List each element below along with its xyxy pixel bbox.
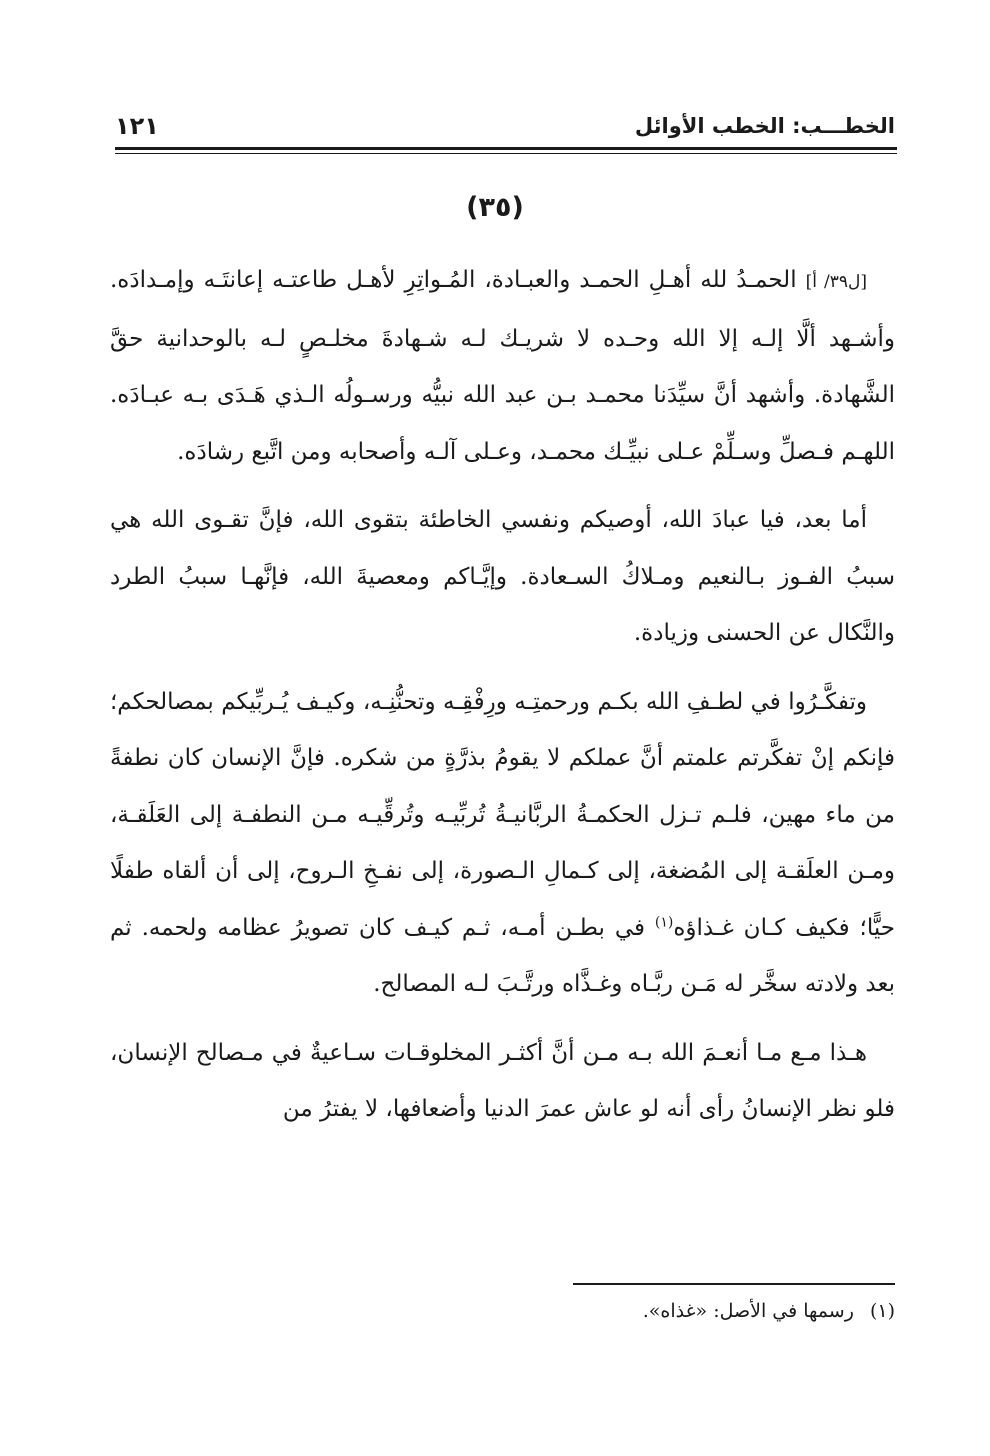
paragraph-3 (110, 674, 895, 1013)
footnote-rule (573, 1283, 895, 1285)
body-text (110, 252, 895, 1138)
footnote-number: (١) (869, 1300, 895, 1322)
footnote-text: رسمها في الأصل: «غذاه». (642, 1300, 854, 1322)
running-header (115, 112, 895, 152)
section-number: (٣٥) (466, 192, 524, 223)
paragraph-3-text-a: وتفكَّـرُوا في لطـفِ الله بكـم ورحمتِـه ورِفْقِـه وتحنُّنِـه، وكيـف يُـربِّيكم بمصالحكم؛ فإنكم إنْ تفكَّرتم علمتم أنَّ عملكم لا يقومُ بذرَّةٍ من شكره. فإنَّ الإنسان كان نطفةً من ماء مهين، فلـم تـزل الحكمـةُ الربَّانيـةُ تُربِّيـه وتُرقِّيـه مـن النطفـة إلى العَلَقـة، ومـن العلَقـة إلى المُضغة، إلى كـمالِ الـصورة، إلى نفـخِ الـروح، إلى أن ألقاه طفلًا حيًّا؛ فكيف كـان غـذاؤه (110, 688, 896, 941)
footnote-marker: (١) (654, 913, 674, 930)
header-rule-thick (115, 147, 897, 150)
header-rule-thin (115, 153, 897, 154)
paragraph-1 (110, 252, 895, 480)
paragraph-4: هـذا مـع مـا أنعـمَ الله بـه مـن أنَّ أكثـر المخلوقـات سـاعيةٌ في مـصالح الإنسان، فلو نظر الإنسانُ رأى أنه لو عاش عمرَ الدنيا وأضعافها، لا يفترُ من (110, 1039, 895, 1122)
footnote (643, 1300, 895, 1322)
paragraph-2: أما بعد، فيا عبادَ الله، أوصيكم ونفسي الخاطئة بتقوى الله، فإنَّ تقـوى الله هي سببُ الفـوز بـالنعيم ومـلاكُ السـعادة. وإيَّـاكم ومعصيةَ الله، فإنَّهـا سببُ الطرد والنَّكال عن الحسنى وزيادة. (110, 507, 895, 646)
paragraph-3-text-b: في بطـن أمـه، ثـم كيـف كان تصويرُ عظامه ولحمه. ثم بعد ولادته سخَّر له مَـن ربَّـاه وغـذَّاه ورتَّـبَ لـه المصالح. (110, 914, 895, 997)
manuscript-reference: [ل٣٩/ أ] (805, 272, 867, 292)
paragraph-1-text: الحمـدُ لله أهـلِ الحمـد والعبـادة، المُـواتِرِ لأهـل طاعتـه إعانتَـه وإمـدادَه. وأشـهد ألَّا إلـه إلا الله وحـده لا شريـك لـه شـهادةَ مخلـصٍ لـه بالوحدانية حقَّ الشَّهادة. وأشهد أنَّ سيِّدَنا محمـد بـن عبد الله نبيُّه ورسـولُه الـذي هَـدَى بـه عبـادَه. اللهـم فـصلِّ وسـلِّمْ عـلى نبيِّـك محمـد، وعـلى آلـه وأصحابه ومن اتَّبع رشادَه. (110, 267, 895, 465)
running-title: الخطـــب: الخطب الأوائل (634, 114, 895, 138)
page-number: ١٢١ (115, 112, 159, 140)
